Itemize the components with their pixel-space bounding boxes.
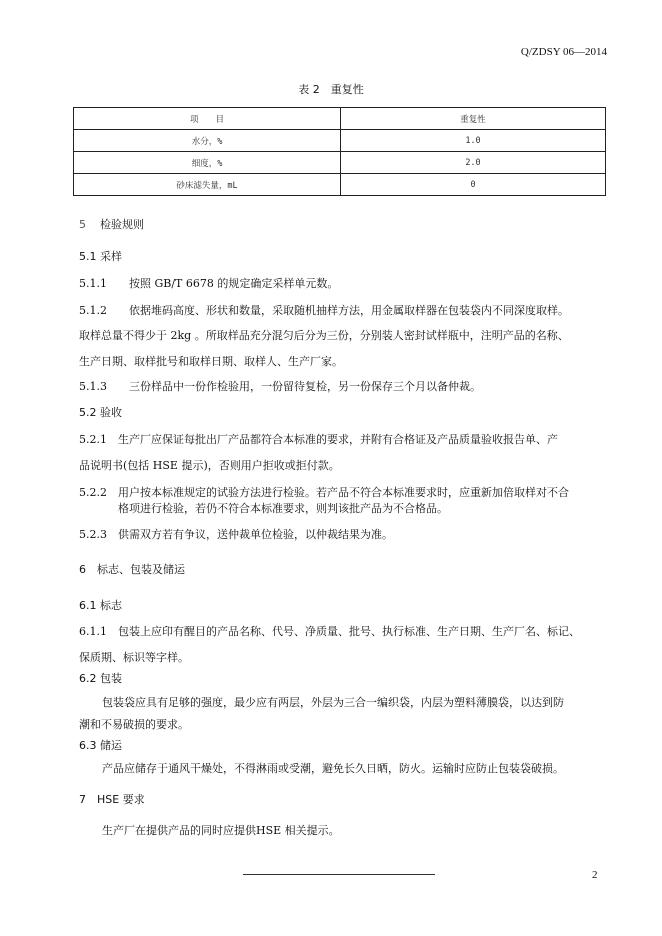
table-row: [74, 130, 606, 152]
table-cell: 水分，%: [74, 130, 341, 152]
packaging-line1: 包装袋应具有足够的强度，最少应有两层，外层为三合一编织袋，内层为塑料薄膜袋，以达到防: [102, 696, 564, 709]
page-number: 2: [592, 869, 598, 881]
table-cell: 0: [341, 174, 606, 196]
table-row: [74, 174, 606, 196]
storage-line1: 产品应储存于通风干燥处，不得淋雨或受潮，避免长久日晒，防火。运输时应防止包装袋破损。: [102, 762, 564, 775]
clause-6-1-1-line2: 保质期、标识等字样。: [79, 651, 189, 664]
section-5-number: 5: [79, 218, 86, 231]
table-cell: 细度，%: [74, 152, 341, 174]
clause-5-1-2-line1: 5.1.2 依据堆码高度、形状和数量，采取随机抽样方法，用金属取样器在包装袋内不同深度取样。: [79, 304, 569, 317]
section-5-heading: [79, 218, 144, 231]
footer-divider: [243, 874, 435, 875]
section-7-heading: 7 HSE 要求: [79, 793, 145, 806]
section-5-1-heading: 5.1 采样: [79, 250, 122, 263]
clause-5-1-3: 5.1.3 三份样品中一份作检验用，一份留待复检，另一份保存三个月以备仲裁。: [79, 380, 481, 393]
clause-5-2-1-line2: 品说明书(包括 HSE 提示)，否则用户拒收或拒付款。: [79, 459, 340, 472]
table-row: [74, 152, 606, 174]
packaging-line2: 潮和不易破损的要求。: [79, 718, 189, 731]
clause-5-2-1-line1: 5.2.1 生产厂应保证每批出厂产品都符合本标准的要求，并附有合格证及产品质量验收报告单、产: [79, 433, 558, 446]
section-5-title: 检验规则: [100, 218, 144, 231]
section-6-1-heading: 6.1 标志: [79, 599, 122, 612]
clause-6-1-1-line1: 6.1.1 包装上应印有醒目的产品名称、代号、净质量、批号、执行标准、生产日期、生产厂名、标记、: [79, 625, 580, 638]
table-caption: 表 2 重复性: [298, 83, 364, 96]
section-6-heading: 6 标志、包装及储运: [79, 563, 185, 576]
hse-line1: 生产厂在提供产品的同时应提供HSE 相关提示。: [102, 824, 340, 837]
document-code: Q/ZDSY 06—2014: [520, 46, 607, 58]
table-cell: 2.0: [341, 152, 606, 174]
clause-5-2-2-line2: 格项进行检验，若仍不符合本标准要求，则判该批产品为不合格品。: [118, 502, 448, 515]
clause-5-2-3: 5.2.3 供需双方若有争议，送仲裁单位检验，以仲裁结果为准。: [79, 528, 393, 541]
clause-5-2-2-line1: 5.2.2 用户按本标准规定的试验方法进行检验。若产品不符合本标准要求时，应重新加倍取样对不合: [79, 486, 569, 499]
clause-5-1-2-line2: 取样总量不得少于 2kg 。所取样品充分混匀后分为三份，分别装人密封试样瓶中，注明产品的名称、: [79, 329, 569, 342]
table-cell: 1.0: [341, 130, 606, 152]
clause-5-1-1: 5.1.1 按照 GB/T 6678 的规定确定采样单元数。: [79, 277, 339, 290]
table-cell: 砂床滤失量，mL: [74, 174, 341, 196]
table-header-cell: 项 目: [74, 108, 341, 130]
section-5-2-heading: 5.2 验收: [79, 406, 122, 419]
clause-5-1-2-line3: 生产日期、取样批号和取样日期、取样人、生产厂家。: [79, 355, 343, 368]
section-6-2-heading: 6.2 包装: [79, 672, 122, 685]
table-header-cell: 重复性: [341, 108, 606, 130]
repeatability-table: [73, 107, 606, 196]
table-header-row: [74, 108, 606, 130]
section-6-3-heading: 6.3 储运: [79, 739, 122, 752]
